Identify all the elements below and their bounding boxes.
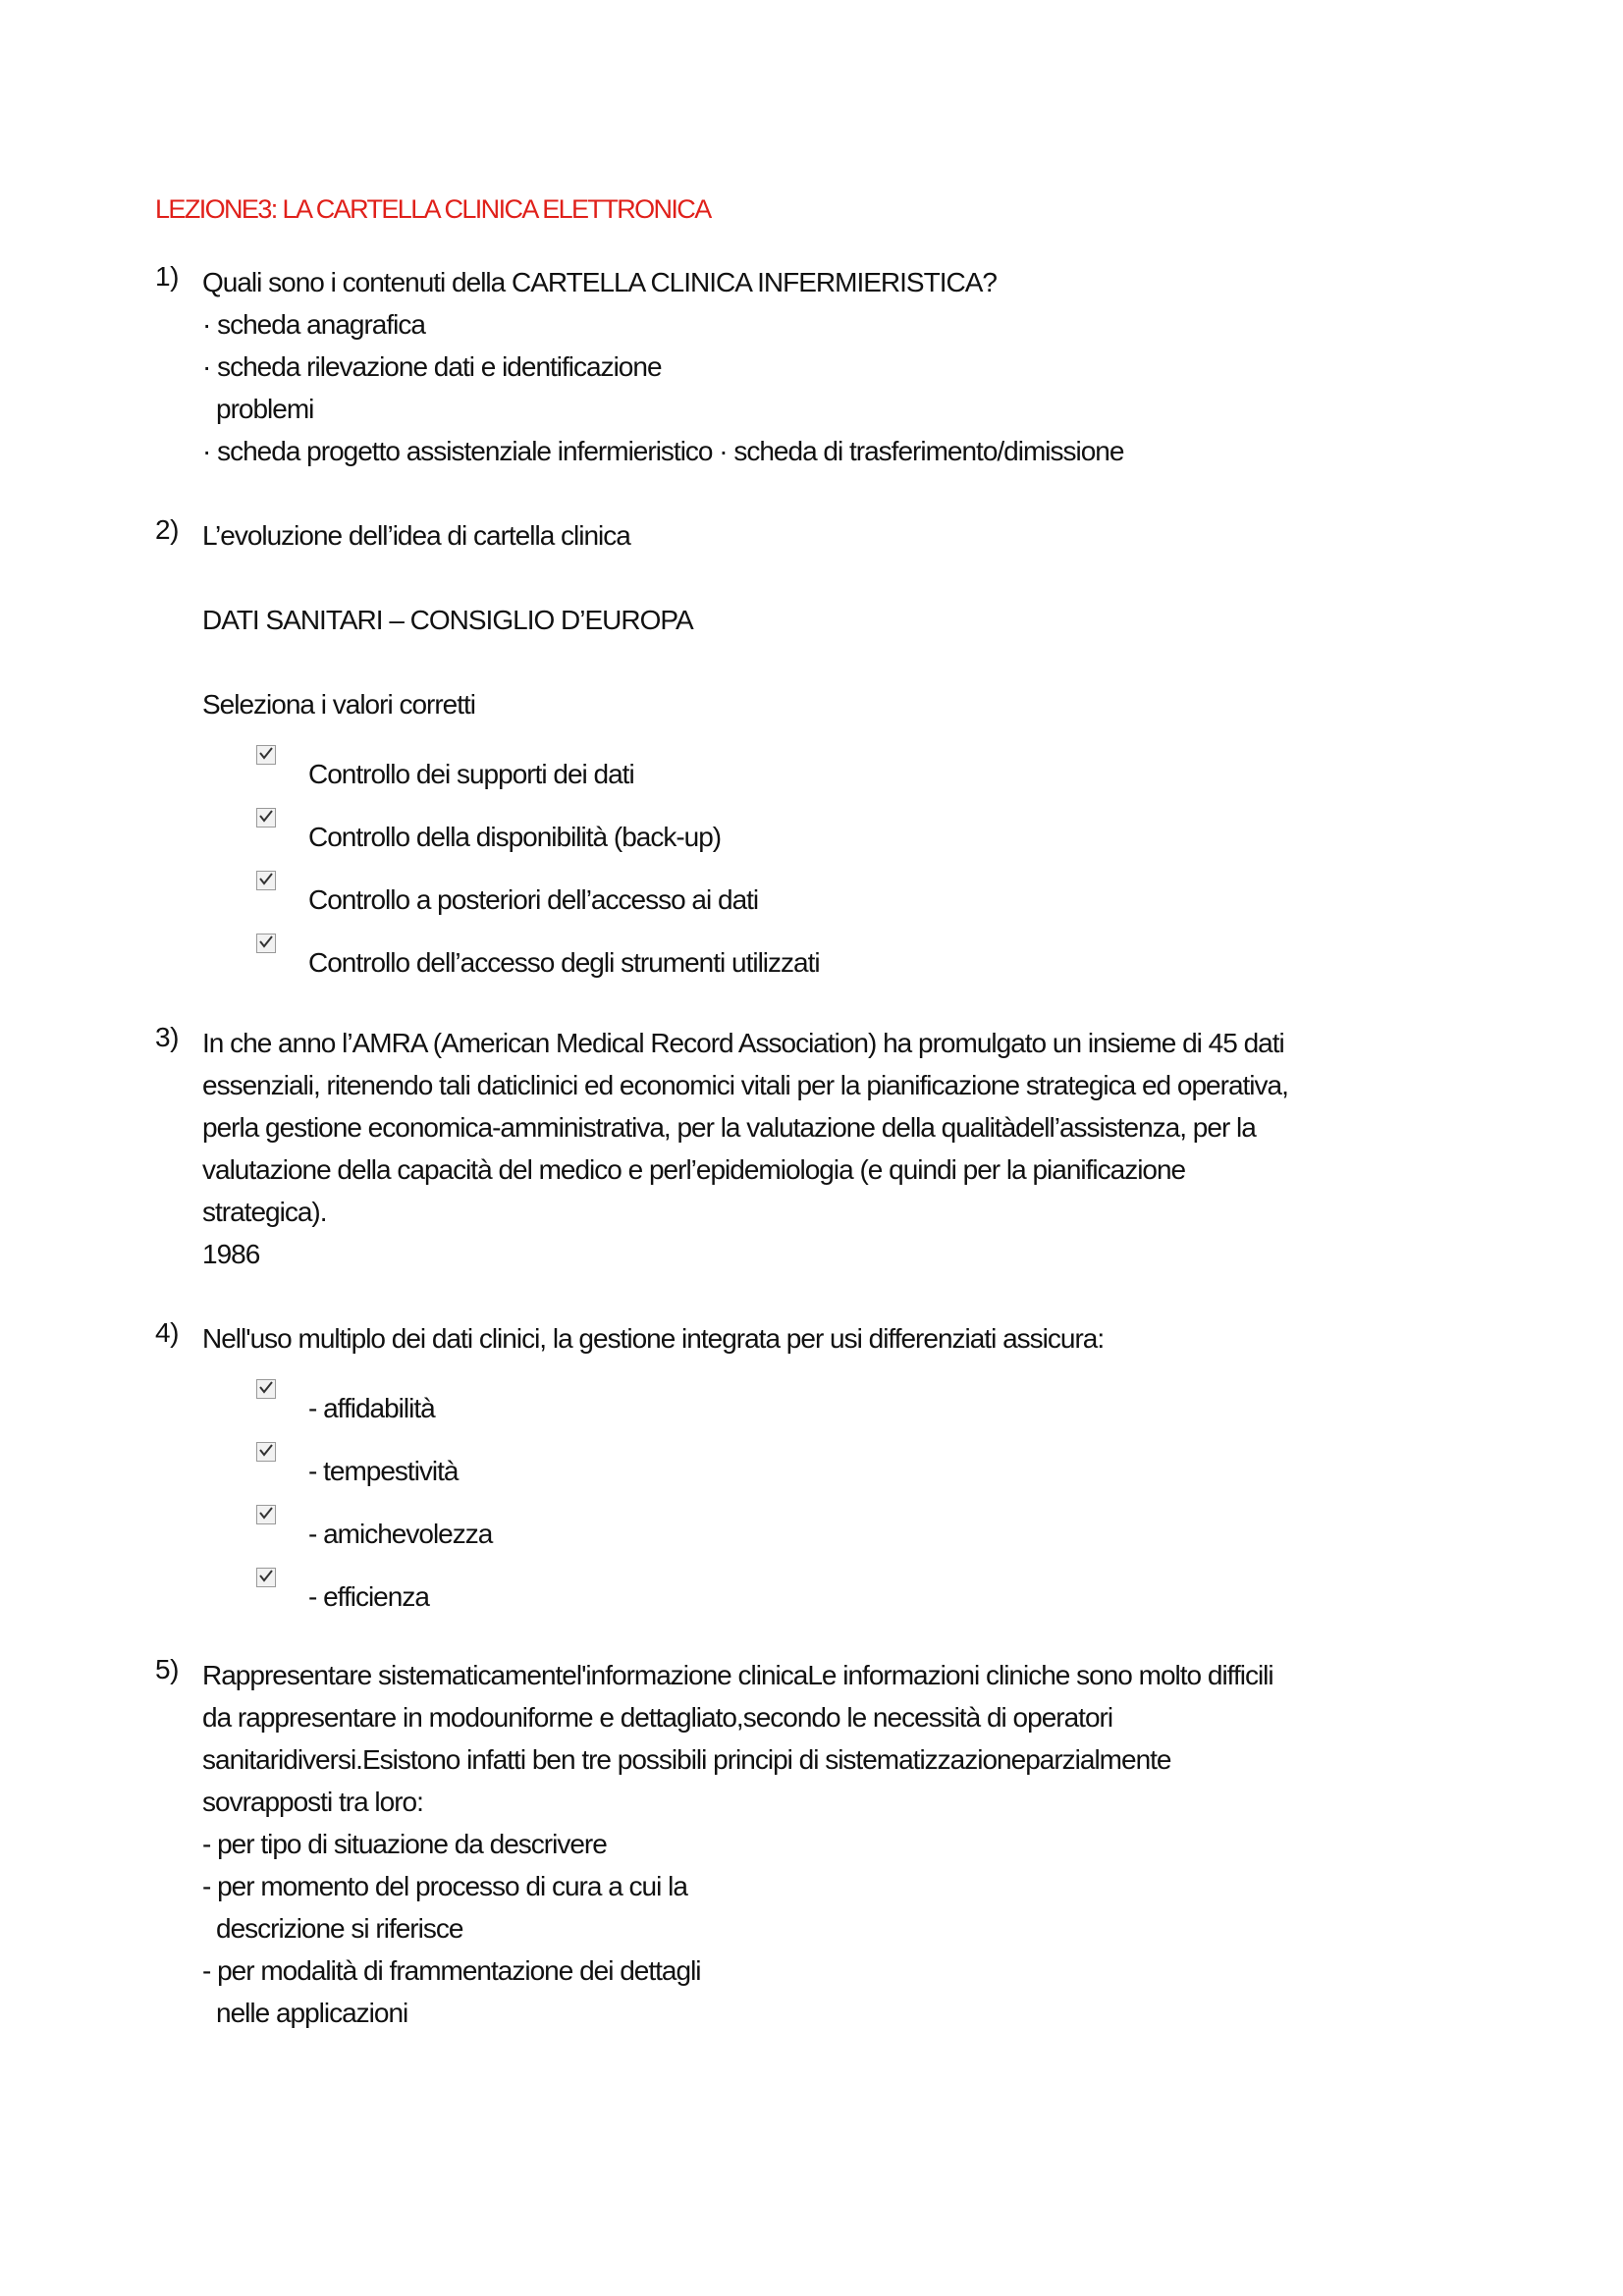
checkbox-checked[interactable] (256, 1505, 276, 1524)
question-number: 3) (155, 1022, 179, 1052)
checkbox-checked[interactable] (256, 934, 276, 953)
question-text: perla gestione economica-amministrativa, per la valutazione della qualitàdell’assistenza, per la (202, 1112, 1256, 1143)
check-icon (258, 1443, 274, 1459)
question-text: sovrapposti tra loro: (202, 1787, 423, 1817)
checkbox-checked[interactable] (256, 1568, 276, 1587)
question-text: strategica). (202, 1197, 327, 1227)
checkbox-checked[interactable] (256, 1379, 276, 1399)
checkbox-checked[interactable] (256, 1442, 276, 1462)
question-number: 4) (155, 1317, 179, 1348)
check-icon (258, 1380, 274, 1396)
question-number: 1) (155, 261, 179, 292)
checkbox-checked[interactable] (256, 808, 276, 828)
list-item: · scheda anagrafica (202, 309, 425, 340)
question-5 (155, 1654, 1498, 2034)
option-label: - efficienza (308, 1581, 429, 1612)
option-row (202, 1442, 1498, 1505)
list-item: - per tipo di situazione da descrivere (202, 1829, 607, 1859)
list-item-continuation: problemi (216, 394, 314, 424)
check-icon (258, 1569, 274, 1584)
question-text: valutazione della capacità del medico e perl’epidemiologia (e quindi per la pianificazione (202, 1154, 1186, 1185)
list-item: - per modalità di frammentazione dei dettagli (202, 1955, 701, 1986)
answer-text: 1986 (202, 1239, 260, 1269)
option-label: - amichevolezza (308, 1519, 493, 1549)
question-text: Rappresentare sistematicamentel'informazione clinicaLe informazioni cliniche sono molto difficili (202, 1660, 1273, 1690)
option-row (202, 1505, 1498, 1568)
instruction-text: Seleziona i valori corretti (202, 689, 476, 720)
option-row (202, 745, 1296, 808)
list-item-continuation: nelle applicazioni (216, 1998, 408, 2028)
question-2 (155, 514, 1498, 996)
question-text: Nell'uso multiplo dei dati clinici, la gestione integrata per usi differenziati assicura: (202, 1323, 1105, 1354)
list-item: · scheda rilevazione dati e identificazione (202, 351, 662, 382)
question-text: Quali sono i contenuti della CARTELLA CLINICA INFERMIERISTICA? (202, 267, 997, 297)
option-label: Controllo dei supporti dei dati (308, 759, 634, 789)
check-icon (258, 809, 274, 825)
section-heading: DATI SANITARI – CONSIGLIO D’EUROPA (202, 605, 693, 635)
check-icon (258, 872, 274, 887)
question-4 (155, 1317, 1498, 1630)
option-label: Controllo dell’accesso degli strumenti utilizzati (308, 947, 820, 978)
option-label: Controllo a posteriori dell’accesso ai dati (308, 884, 759, 915)
check-icon (258, 1506, 274, 1522)
question-text: essenziali, ritenendo tali daticlinici ed economici vitali per la pianificazione strategica ed operativa, (202, 1070, 1288, 1100)
option-row (202, 1568, 1498, 1630)
option-row (202, 808, 1296, 871)
option-label: - tempestività (308, 1456, 459, 1486)
question-number: 2) (155, 514, 179, 545)
option-row (202, 934, 1296, 996)
question-3 (155, 1022, 1498, 1275)
option-label: - affidabilità (308, 1393, 435, 1423)
list-item: · scheda progetto assistenziale infermieristico · scheda di trasferimento/dimissione (202, 436, 1124, 466)
question-text: In che anno l’AMRA (American Medical Record Association) ha promulgato un insieme di 45 dati (202, 1028, 1284, 1058)
question-1 (155, 261, 1498, 472)
question-number: 5) (155, 1654, 179, 1684)
question-text: da rappresentare in modouniforme e dettagliato,secondo le necessità di operatori (202, 1702, 1113, 1733)
question-text: sanitaridiversi.Esistono infatti ben tre possibili principi di sistematizzazioneparzialmente (202, 1744, 1171, 1775)
option-row (202, 1379, 1498, 1442)
checkbox-checked[interactable] (256, 745, 276, 765)
check-icon (258, 934, 274, 950)
list-item: - per momento del processo di cura a cui la (202, 1871, 687, 1901)
list-item-continuation: descrizione si riferisce (216, 1913, 463, 1944)
checkbox-checked[interactable] (256, 871, 276, 890)
option-row (202, 871, 1296, 934)
question-text: L’evoluzione dell’idea di cartella clinica (202, 520, 630, 551)
check-icon (258, 746, 274, 762)
option-label: Controllo della disponibilità (back-up) (308, 822, 722, 852)
lesson-title: LEZIONE3: LA CARTELLA CLINICA ELETTRONICA (155, 194, 711, 224)
